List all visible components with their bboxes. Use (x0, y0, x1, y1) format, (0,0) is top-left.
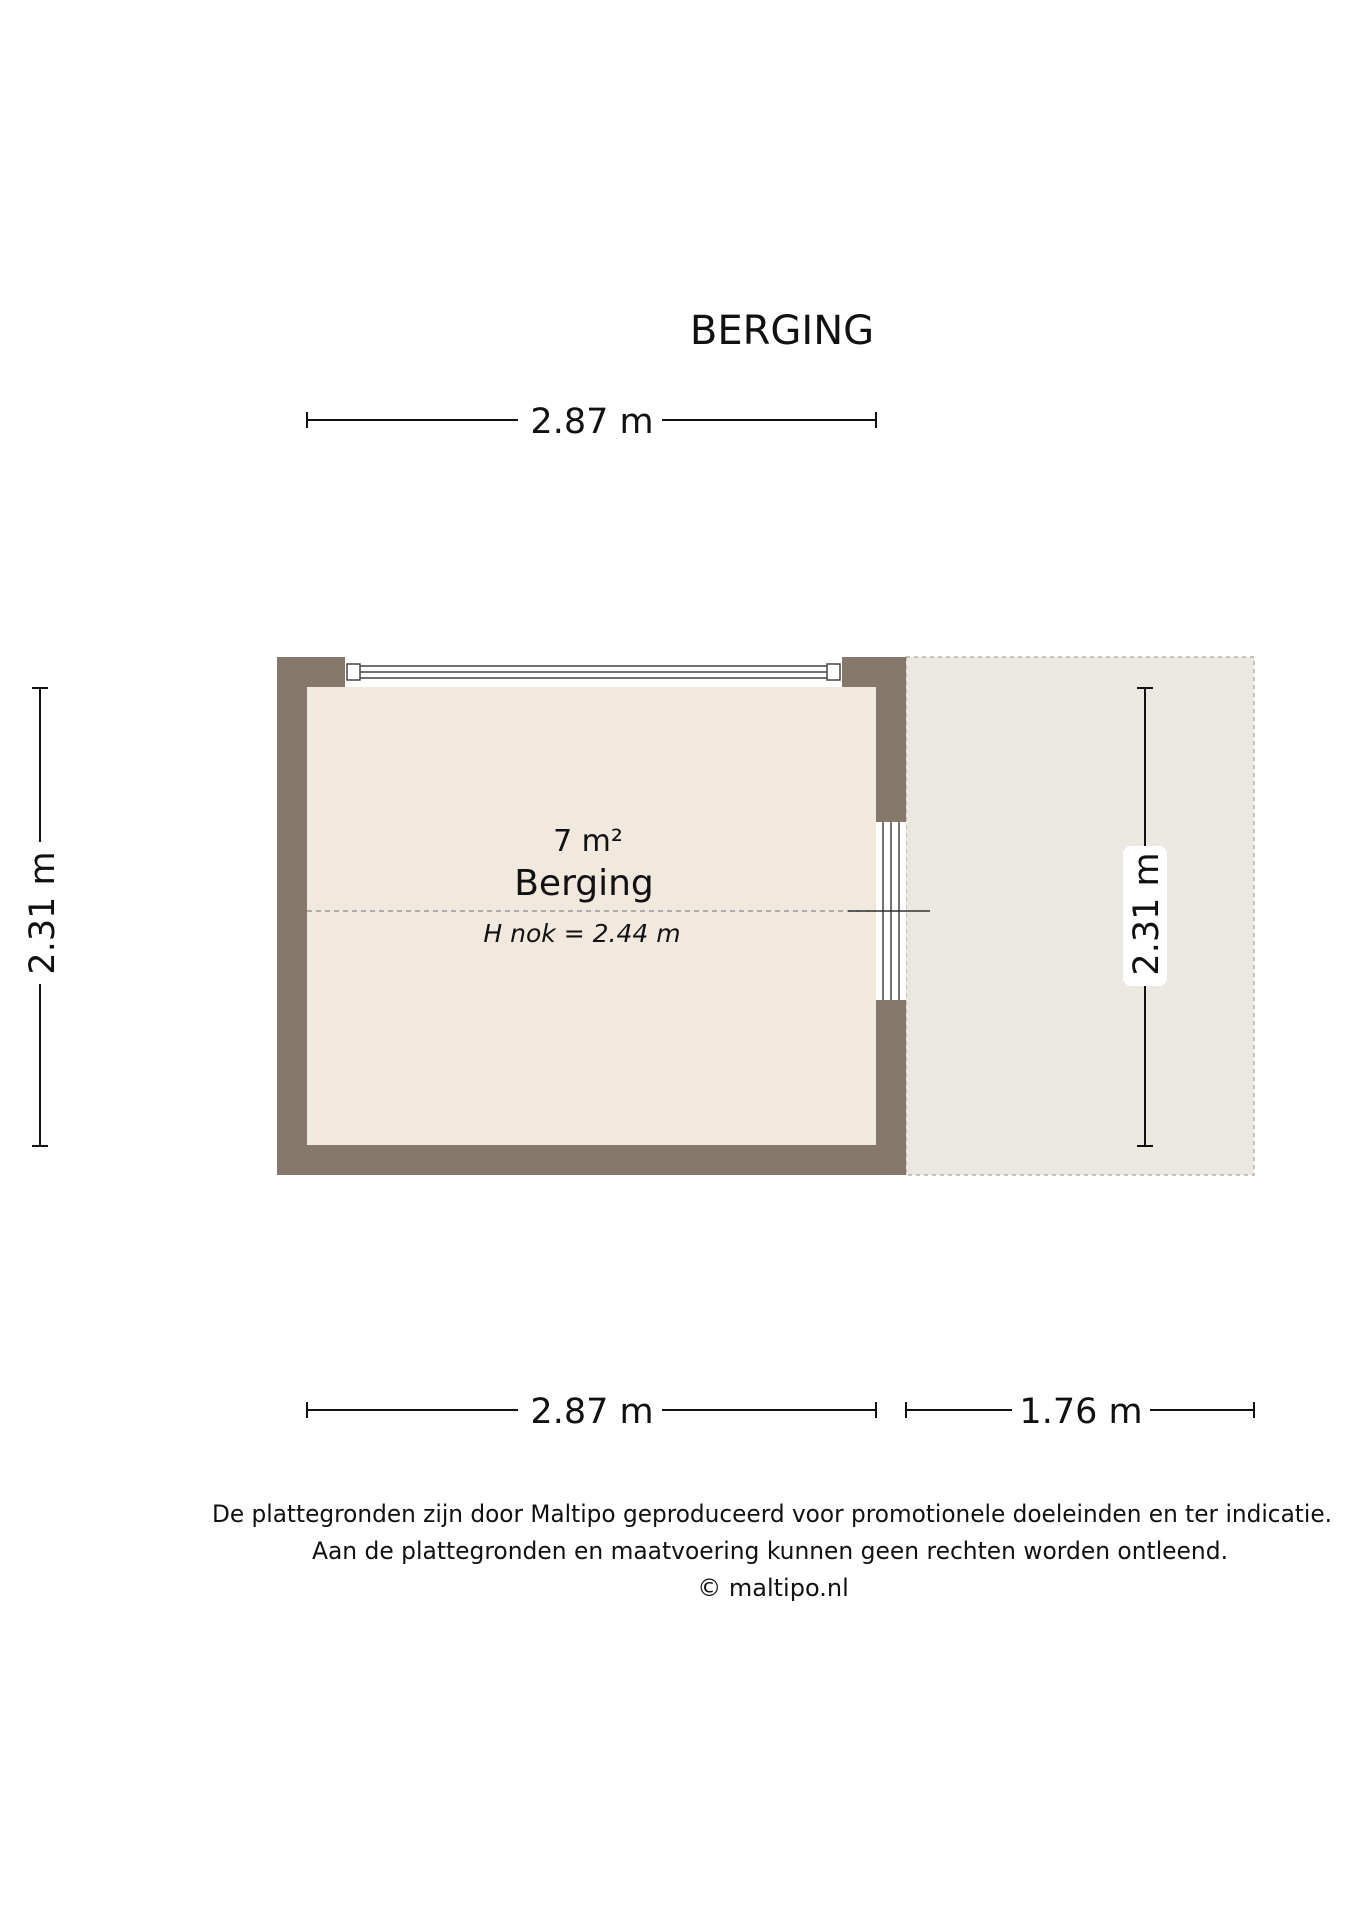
left-height-label: 2.31 m (23, 851, 63, 975)
outdoor-area (906, 657, 1254, 1175)
room-floor (307, 687, 876, 1145)
bottom-width-label: 2.87 m (530, 1392, 654, 1432)
bottom-width-dimension (307, 1392, 876, 1432)
top-window (345, 657, 842, 687)
disclaimer-line-2: Aan de plattegronden en maatvoering kunnen geen rechten worden ontleend. (312, 1537, 1228, 1565)
right-height-label: 2.31 m (1127, 852, 1167, 976)
bottom-extension-label: 1.76 m (1019, 1392, 1143, 1432)
disclaimer-line-1: De plattegronden zijn door Maltipo geproduceerd voor promotionele doeleinden en ter indicatie. (212, 1500, 1332, 1528)
copyright-notice: © maltipo.nl (697, 1574, 849, 1602)
room-ridge-height: H nok = 2.44 m (483, 919, 681, 948)
plan-title: BERGING (689, 308, 875, 354)
room-name: Berging (514, 863, 654, 904)
left-height-dimension (23, 688, 63, 1146)
top-width-label: 2.87 m (530, 402, 654, 442)
room-area: 7 m² (553, 824, 623, 859)
bottom-extension-dimension (906, 1392, 1254, 1432)
top-width-dimension (307, 402, 876, 442)
